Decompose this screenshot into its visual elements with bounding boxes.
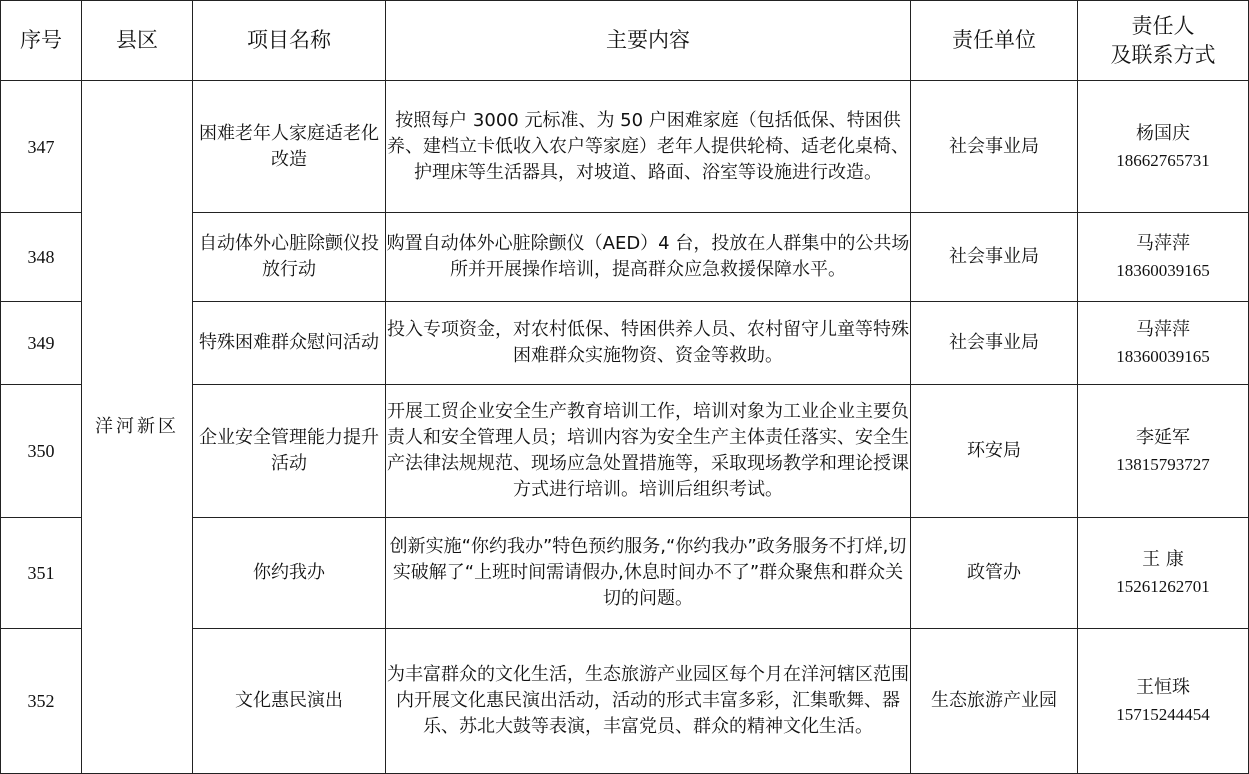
header-unit: 责任单位 (911, 1, 1078, 81)
county-cell: 洋河新区 (82, 81, 193, 774)
header-no: 序号 (1, 1, 82, 81)
row-number: 351 (1, 518, 82, 629)
contact-phone: 15261262701 (1116, 577, 1210, 596)
contact-person: 李延军 (1136, 427, 1190, 448)
header-contact-line1: 责任人 (1131, 13, 1195, 38)
project-name: 特殊困难群众慰问活动 (193, 302, 386, 385)
responsible-unit: 社会事业局 (911, 302, 1078, 385)
table-row (1, 81, 1249, 213)
contact-cell (1078, 518, 1249, 629)
contact-person: 杨国庆 (1136, 122, 1190, 144)
responsible-unit: 政管办 (911, 518, 1078, 629)
project-content: 按照每户 3000 元标准、为 50 户困难家庭（包括低保、特困供养、建档立卡低收入农户等家庭）老年人提供轮椅、适老化桌椅、护理床等生活器具，对坡道、路面、浴室等设施进行改造。 (386, 81, 911, 213)
contact-cell (1078, 302, 1249, 385)
contact-cell (1078, 629, 1249, 774)
contact-phone: 13815793727 (1116, 455, 1210, 474)
header-contact-line2: 及联系方式 (1110, 42, 1216, 67)
project-content: 创新实施“你约我办”特色预约服务,“你约我办”政务服务不打烊,切实破解了“上班时间需请假办,休息时间办不了”群众聚焦和群众关切的问题。 (386, 518, 911, 629)
project-name: 企业安全管理能力提升活动 (193, 385, 386, 518)
project-name: 困难老年人家庭适老化改造 (193, 81, 386, 213)
contact-person: 王 康 (1142, 549, 1184, 570)
project-name: 自动体外心脏除颤仪投放行动 (193, 213, 386, 302)
project-content: 为丰富群众的文化生活，生态旅游产业园区每个月在洋河辖区范围内开展文化惠民演出活动，活动的形式丰富多彩，汇集歌舞、器乐、苏北大鼓等表演，丰富党员、群众的精神文化生活。 (386, 629, 911, 774)
header-county: 县区 (82, 1, 193, 81)
contact-phone: 18360039165 (1116, 347, 1210, 366)
contact-phone: 18360039165 (1116, 261, 1210, 280)
project-content: 投入专项资金，对农村低保、特困供养人员、农村留守儿童等特殊困难群众实施物资、资金等救助。 (386, 302, 911, 385)
contact-cell (1078, 81, 1249, 213)
row-number: 352 (1, 629, 82, 774)
contact-phone: 15715244454 (1116, 705, 1210, 724)
header-contact (1078, 1, 1249, 81)
contact-person: 王恒珠 (1136, 677, 1190, 698)
header-project: 项目名称 (193, 1, 386, 81)
responsible-unit: 社会事业局 (911, 213, 1078, 302)
project-content: 开展工贸企业安全生产教育培训工作，培训对象为工业企业主要负责人和安全管理人员；培训内容为安全生产主体责任落实、安全生产法律法规规范、现场应急处置措施等，采取现场教学和理论授课方式进行培训。培训后组织考试。 (386, 385, 911, 518)
project-name: 你约我办 (193, 518, 386, 629)
row-number: 349 (1, 302, 82, 385)
contact-phone: 18662765731 (1116, 150, 1210, 170)
responsible-unit: 环安局 (911, 385, 1078, 518)
header-row (1, 1, 1249, 81)
project-content: 购置自动体外心脏除颤仪（AED）4 台，投放在人群集中的公共场所并开展操作培训，提高群众应急救援保障水平。 (386, 213, 911, 302)
responsible-unit: 生态旅游产业园 (911, 629, 1078, 774)
contact-cell (1078, 213, 1249, 302)
contact-person: 马萍萍 (1136, 319, 1190, 340)
responsible-unit: 社会事业局 (911, 81, 1078, 213)
project-name: 文化惠民演出 (193, 629, 386, 774)
contact-person: 马萍萍 (1136, 233, 1190, 254)
contact-cell (1078, 385, 1249, 518)
header-content: 主要内容 (386, 1, 911, 81)
row-number: 347 (1, 81, 82, 213)
row-number: 348 (1, 213, 82, 302)
row-number: 350 (1, 385, 82, 518)
